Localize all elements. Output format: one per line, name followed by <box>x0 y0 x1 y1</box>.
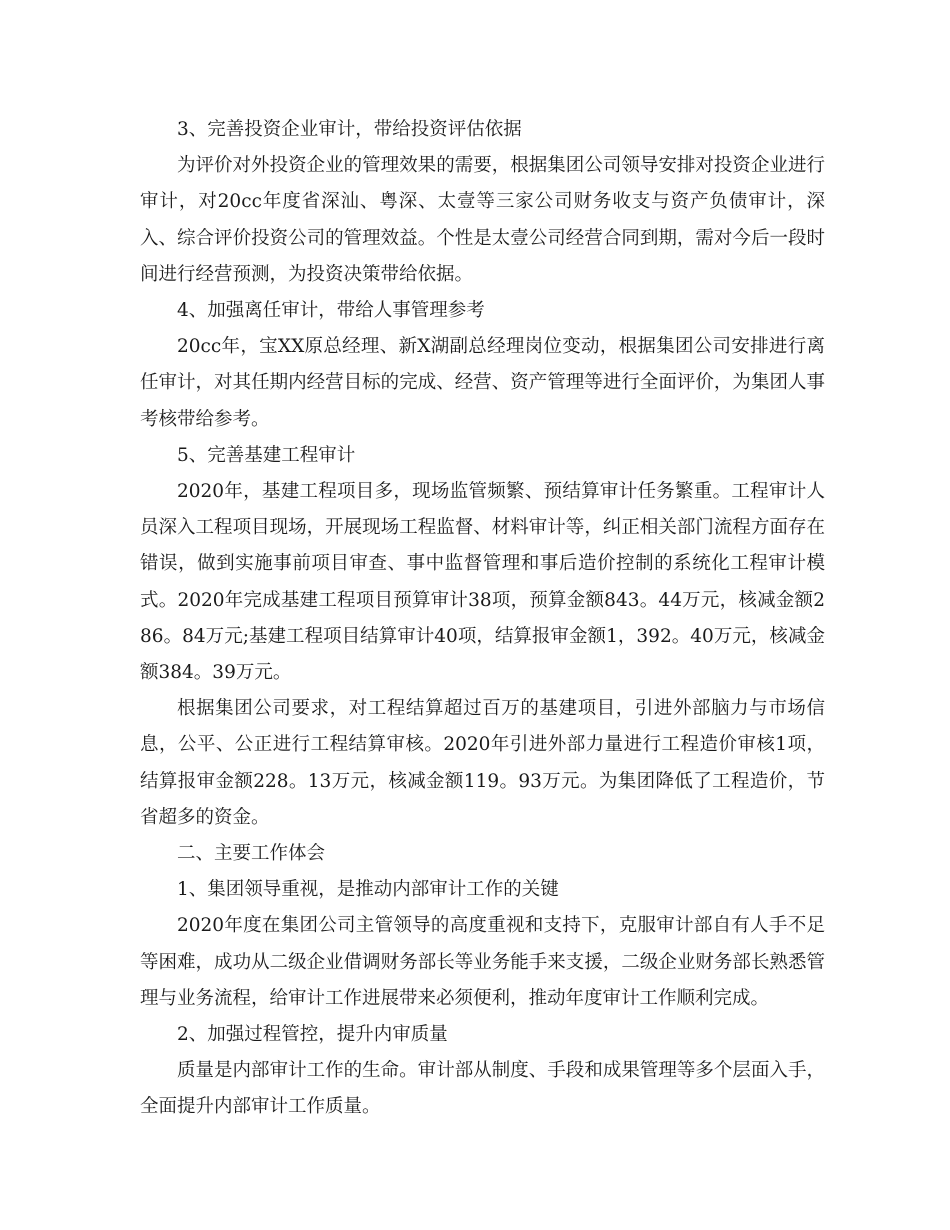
paragraph-departure-audit: 20cc年，宝XX原总经理、新X湖副总经理岗位变动，根据集团公司安排进行离任审计，对其任期内经营目标的完成、经营、资产管理等进行全面评价，为集团人事考核带给参考。 <box>140 336 825 430</box>
section-heading-leadership: 1、集团领导重视，是推动内部审计工作的关键 <box>177 879 559 901</box>
section-heading-process-control: 2、加强过程管控，提升内审质量 <box>177 1024 448 1046</box>
paragraph-construction-audit: 2020年，基建工程项目多，现场监管频繁、预结算审计任务繁重。工程审计人员深入工程项目现场，开展现场工程监督、材料审计等，纠正相关部门流程方面存在错误，做到实施事前项目审查、事中监督管理和事后造价控制的系统化工程审计模式。2020年完成基建工程项目预算审计38项，预算金额843。44万元，核减金额286。84万元;基建工程项目结算审计40项，结算报审金额1，392。40万元，核减金额384。39万元。 <box>140 481 825 684</box>
paragraph-investment-audit: 为评价对外投资企业的管理效果的需要，根据集团公司领导安排对投资企业进行审计，对20cc年度省深汕、粤深、太壹等三家公司财务收支与资产负债审计，深入、综合评价投资公司的管理效益。个性是太壹公司经营合同到期，需对今后一段时间进行经营预测，为投资决策带给依据。 <box>140 155 825 285</box>
paragraph-process-control: 质量是内部审计工作的生命。审计部从制度、手段和成果管理等多个层面入手，全面提升内部审计工作质量。 <box>140 1060 825 1118</box>
paragraph-leadership: 2020年度在集团公司主管领导的高度重视和支持下，克服审计部自有人手不足等困难，成功从二级企业借调财务部长等业务能手来支援，二级企业财务部长熟悉管理与业务流程，给审计工作进展带来必须便利，推动年度审计工作顺利完成。 <box>140 915 825 1009</box>
section-heading-investment-audit: 3、完善投资企业审计，带给投资评估依据 <box>177 119 522 140</box>
document-body <box>140 112 825 1126</box>
section-heading-construction-audit: 5、完善基建工程审计 <box>177 444 356 466</box>
section-heading-work-experience: 二、主要工作体会 <box>177 843 326 865</box>
section-heading-departure-audit: 4、加强离任审计，带给人事管理参考 <box>177 300 485 322</box>
paragraph-external-review: 根据集团公司要求，对工程结算超过百万的基建项目，引进外部脑力与市场信息，公平、公正进行工程结算审核。2020年引进外部力量进行工程造价审核1项，结算报审金额228。13万元，核减金额119。93万元。为集团降低了工程造价，节省超多的资金。 <box>140 698 825 828</box>
